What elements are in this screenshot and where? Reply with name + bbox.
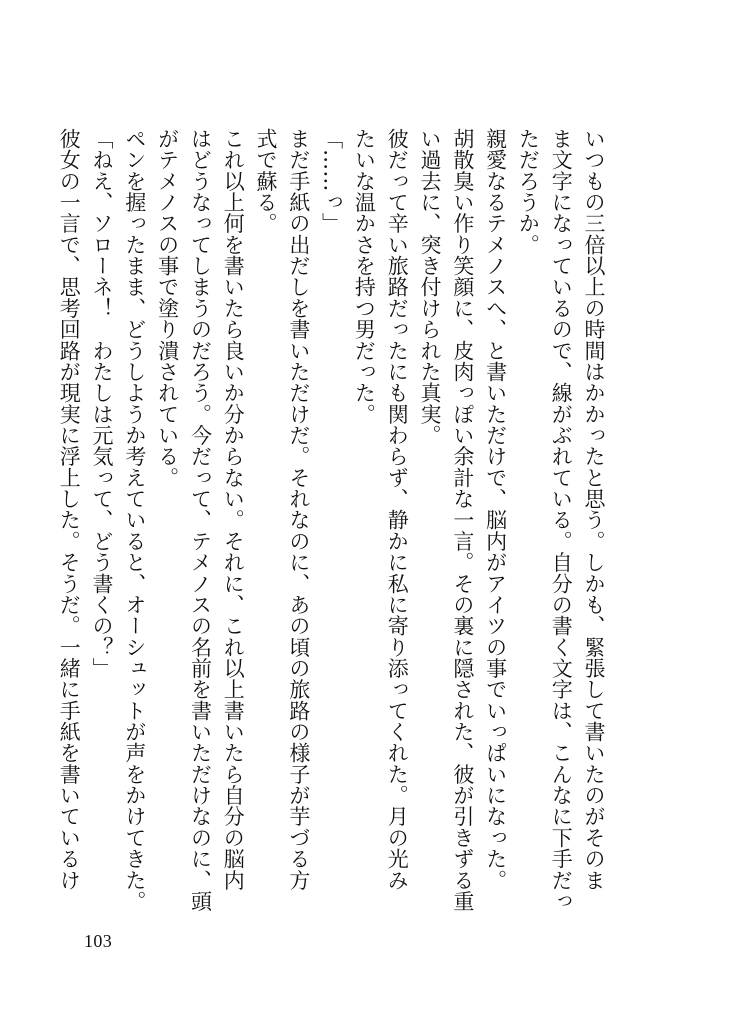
text-line: はどうなってしまうのだろう。今だって、テメノスの名前を書いただけなのに、頭: [188, 128, 213, 912]
text-line: 親愛なるテメノスへ、と書いただけで、脳内がアイツの事でいっぱいになった。: [483, 128, 508, 891]
text-line: 「ねえ、ソローネ！ わたしは元気って、どう書くの？」: [90, 128, 115, 679]
page-number: 103: [84, 931, 113, 951]
text-line: 彼だって辛い旅路だったにも関わらず、静かに私に寄り添ってくれた。月の光み: [385, 128, 410, 891]
text-line: たいな温かさを持つ男だった。: [352, 128, 377, 425]
text-line: 「……っ」: [319, 128, 344, 234]
text-line: ただろうか。: [516, 128, 541, 256]
text-line: いつもの三倍以上の時間はかかったと思う。しかも、緊張して書いたのがそのま: [582, 128, 606, 891]
vertical-body-text: [52, 128, 610, 918]
text-line: これ以上何を書いたら良いか分からない。それに、これ以上書いたら自分の脳内: [221, 128, 246, 891]
text-line: 式で蘇る。: [254, 128, 279, 234]
text-line: ペンを握ったまま、どうしようか考えていると、オーシュットが声をかけてきた。: [122, 128, 147, 912]
text-line: 胡散臭い作り笑顔に、皮肉っぽい余計な一言。その裏に隠された、彼が引きずる重: [450, 128, 475, 912]
text-line: い過去に、突き付けられた真実。: [418, 128, 443, 446]
text-line: 彼女の一言で、思考回路が現実に浮上した。そうだ。一緒に手紙を書いているけ: [57, 128, 82, 891]
text-line: がテメノスの事で塗り潰されている。: [155, 128, 180, 489]
text-line: ま文字になっているので、線がぶれている。自分の書く文字は、こんなに下手だっ: [549, 128, 574, 912]
text-line: まだ手紙の出だしを書いただけだ。それなのに、あの頃の旅路の様子が芋づる方: [286, 128, 311, 891]
